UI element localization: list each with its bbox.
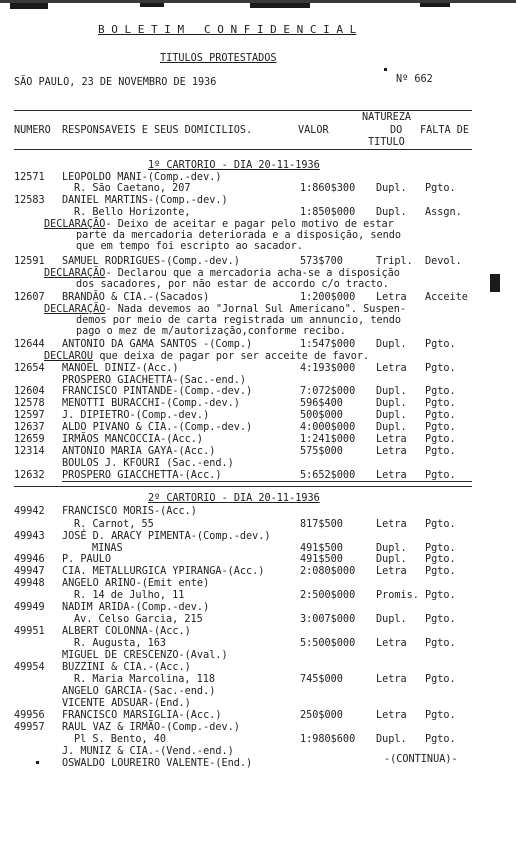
- responsible-party: BRANDÃO & CIA.-(Sacados): [62, 292, 210, 303]
- title-nature: Letra: [376, 674, 407, 685]
- scan-speck: [490, 274, 500, 292]
- responsible-party: - Declarou que a mercadoria acha-se a disposição: [105, 268, 400, 279]
- value-amount: 1:980$600: [300, 734, 356, 745]
- col-numero: NUMERO: [14, 125, 51, 136]
- value-amount: 5:652$000: [300, 470, 356, 481]
- protest-reason: Pgto.: [425, 566, 456, 577]
- title-nature: Dupl.: [376, 614, 407, 625]
- responsible-party: MANOEL DINIZ-(Acc.): [62, 363, 179, 374]
- scan-speck: [420, 3, 450, 7]
- section-heading: 2º CARTORIO - DIA 20-11-1936: [148, 493, 320, 504]
- section-heading: 1º CARTORIO - DIA 20-11-1936: [148, 160, 320, 171]
- responsible-party: Av. Celso Garcia, 215: [74, 614, 203, 625]
- title-number: 12604: [14, 386, 45, 397]
- bulletin-subtitle: TITULOS PROTESTADOS: [160, 53, 277, 64]
- responsible-party: RAUL VAZ & IRMÃO-(Comp.-dev.): [62, 722, 240, 733]
- value-amount: 745$000: [300, 674, 343, 685]
- responsible-party: Pl S. Bento, 40: [74, 734, 167, 745]
- title-nature: Dupl.: [376, 554, 407, 565]
- responsible-party: demos por meio de carta registrada um annuncio, tendo: [76, 315, 402, 326]
- responsible-party: que deixa de pagar por ser acceite de favor.: [93, 351, 370, 362]
- responsible-party: DANIEL MARTINS-(Comp.-dev.): [62, 195, 228, 206]
- declaration-label: DECLARAÇÃO: [44, 268, 106, 279]
- protest-reason: Pgto.: [425, 422, 456, 433]
- title-number: 12659: [14, 434, 45, 445]
- responsible-party: OSWALDO LOUREIRO VALENTE-(End.): [62, 758, 253, 769]
- responsible-party: MENOTTI BURACCHI-(Comp.-dev.): [62, 398, 240, 409]
- title-number: 49956: [14, 710, 45, 721]
- title-number: 12597: [14, 410, 45, 421]
- title-number: 49948: [14, 578, 45, 589]
- col-falta-de: FALTA DE: [420, 125, 470, 136]
- value-amount: 491$500: [300, 554, 343, 565]
- value-amount: 7:072$000: [300, 386, 356, 397]
- protest-reason: Pgto.: [425, 398, 456, 409]
- title-nature: Letra: [376, 434, 407, 445]
- scan-speck: [36, 761, 39, 764]
- value-amount: 596$400: [300, 398, 343, 409]
- scan-speck: [384, 68, 387, 71]
- responsible-party: R. Maria Marcolina, 118: [74, 674, 216, 685]
- title-number: 12591: [14, 256, 45, 267]
- protest-reason: Pgto.: [425, 434, 456, 445]
- protest-reason: Pgto.: [425, 386, 456, 397]
- title-number: 12578: [14, 398, 45, 409]
- responsible-party: CIA. METALLURGICA YPIRANGA-(Acc.): [62, 566, 265, 577]
- protest-reason: Pgto.: [425, 446, 456, 457]
- responsible-party: FRANCISCO MARSIGLIA-(Acc.): [62, 710, 222, 721]
- continua-marker: -(CONTINUA)-: [384, 754, 458, 765]
- title-number: 12632: [14, 470, 45, 481]
- responsible-party: FRANCISCO PINTANDE-(Comp.-dev.): [62, 386, 253, 397]
- responsible-party: PROSPERO GIACCHETTA-(Acc.): [62, 470, 222, 481]
- protest-reason: Pgto.: [425, 470, 456, 481]
- protest-reason: Pgto.: [425, 590, 456, 601]
- value-amount: 5:500$000: [300, 638, 356, 649]
- title-number: 49957: [14, 722, 45, 733]
- value-amount: 4:000$000: [300, 422, 356, 433]
- responsible-party: R. Bello Horizonte,: [74, 207, 191, 218]
- title-nature: Letra: [376, 470, 407, 481]
- responsible-party: - Deixo de aceitar e pagar pelo motivo de estar: [105, 219, 394, 230]
- header-bottom-rule: [14, 149, 472, 150]
- responsible-party: dos sacadores, por não estar de accordo c/o tracto.: [76, 279, 389, 290]
- declaration-label: DECLAROU: [44, 351, 94, 362]
- title-nature: Dupl.: [376, 386, 407, 397]
- responsible-party: SAMUEL RODRIGUES-(Comp.-dev.): [62, 256, 240, 267]
- title-nature: Letra: [376, 292, 407, 303]
- title-nature: Letra: [376, 566, 407, 577]
- responsible-party: ANTONIO MARIA GAYA-(Acc.): [62, 446, 216, 457]
- responsible-party: ALDO PIVANO & CIA.-(Comp.-dev.): [62, 422, 253, 433]
- title-nature: Tripl.: [376, 256, 413, 267]
- responsible-party: J. DIPIETRO-(Comp.-dev.): [62, 410, 210, 421]
- title-number: 12654: [14, 363, 45, 374]
- protest-reason: Pgto.: [425, 710, 456, 721]
- value-amount: 3:007$000: [300, 614, 356, 625]
- title-nature: Dupl.: [376, 398, 407, 409]
- title-number: 49943: [14, 531, 45, 542]
- protest-reason: Pgto.: [425, 410, 456, 421]
- responsible-party: R. 14 de Julho, 11: [74, 590, 185, 601]
- protest-reason: Devol.: [425, 256, 462, 267]
- title-number: 49954: [14, 662, 45, 673]
- value-amount: 250$000: [300, 710, 343, 721]
- value-amount: 1:241$000: [300, 434, 356, 445]
- responsible-party: que em tempo foi escripto ao sacador.: [76, 241, 303, 252]
- scan-speck: [140, 3, 164, 7]
- responsible-party: FRANCISCO MORIS-(Acc.): [62, 506, 197, 517]
- title-nature: Promis.: [376, 590, 419, 601]
- col-natureza-l2: DO: [390, 125, 403, 136]
- scan-speck: [250, 3, 310, 8]
- value-amount: 573$700: [300, 256, 343, 267]
- value-amount: 1:860$300: [300, 183, 356, 194]
- title-nature: Dupl.: [376, 734, 407, 745]
- value-amount: 817$500: [300, 519, 343, 530]
- value-amount: 575$000: [300, 446, 343, 457]
- responsible-party: ALBERT COLONNA-(Acc.): [62, 626, 191, 637]
- responsible-party: PROSPERO GIACHETTA-(Sac.-end.): [62, 375, 247, 386]
- protest-reason: Pgto.: [425, 674, 456, 685]
- protest-reason: Acceite: [425, 292, 468, 303]
- responsible-party: ANTONIO DA GAMA SANTOS -(Comp.): [62, 339, 253, 350]
- title-nature: Letra: [376, 519, 407, 530]
- title-nature: Letra: [376, 446, 407, 457]
- value-amount: 4:193$000: [300, 363, 356, 374]
- place-date: SÃO PAULO, 23 DE NOVEMBRO DE 1936: [14, 77, 217, 88]
- value-amount: 2:500$000: [300, 590, 356, 601]
- value-amount: 500$000: [300, 410, 343, 421]
- col-responsaveis: RESPONSAVEIS E SEUS DOMICILIOS.: [62, 125, 253, 136]
- title-number: 49949: [14, 602, 45, 613]
- responsible-party: BUZZINI & CIA.-(Acc.): [62, 662, 191, 673]
- header-top-rule: [14, 110, 472, 111]
- title-nature: Dupl.: [376, 410, 407, 421]
- responsible-party: ANGELO ARINO-(Emit ente): [62, 578, 210, 589]
- responsible-party: JOSÉ D. ARACY PIMENTA-(Comp.-dev.): [62, 531, 271, 542]
- title-number: 12571: [14, 172, 45, 183]
- value-amount: 1:200$000: [300, 292, 356, 303]
- responsible-party: IRMÃOS MANCOCCIA-(Acc.): [62, 434, 204, 445]
- responsible-party: NADIM ARIDA-(Comp.-dev.): [62, 602, 210, 613]
- title-nature: Dupl.: [376, 543, 407, 554]
- declaration-label: DECLARAÇÃO: [44, 219, 106, 230]
- responsible-party: VICENTE ADSUAR-(End.): [62, 698, 191, 709]
- title-number: 12644: [14, 339, 45, 350]
- value-amount: 1:850$000: [300, 207, 356, 218]
- responsible-party: ANGELO GARCIA-(Sac.-end.): [62, 686, 216, 697]
- title-number: 49947: [14, 566, 45, 577]
- protest-reason: Assgn.: [425, 207, 462, 218]
- col-valor: VALOR: [298, 125, 329, 136]
- col-natureza-l3: TITULO: [368, 137, 405, 148]
- title-number: 49942: [14, 506, 45, 517]
- protest-reason: Pgto.: [425, 554, 456, 565]
- protest-reason: Pgto.: [425, 734, 456, 745]
- row-underline: [62, 481, 472, 482]
- protest-reason: Pgto.: [425, 543, 456, 554]
- responsible-party: LEOPOLDO MANI-(Comp.-dev.): [62, 172, 222, 183]
- responsible-party: MINAS: [92, 543, 123, 554]
- protest-reason: Pgto.: [425, 638, 456, 649]
- title-nature: Dupl.: [376, 422, 407, 433]
- title-number: 49946: [14, 554, 45, 565]
- title-number: 12607: [14, 292, 45, 303]
- bulletin-title: B O L E T I M C O N F I D E N C I A L: [98, 23, 357, 36]
- protest-reason: Pgto.: [425, 614, 456, 625]
- title-number: 49951: [14, 626, 45, 637]
- protest-reason: Pgto.: [425, 363, 456, 374]
- title-nature: Letra: [376, 710, 407, 721]
- title-nature: Dupl.: [376, 207, 407, 218]
- title-nature: Dupl.: [376, 183, 407, 194]
- protest-reason: Pgto.: [425, 519, 456, 530]
- responsible-party: J. MUNIZ & CIA.-(Vend.-end.): [62, 746, 234, 757]
- title-nature: Dupl.: [376, 339, 407, 350]
- responsible-party: R. São Caetano, 207: [74, 183, 191, 194]
- responsible-party: R. Augusta, 163: [74, 638, 167, 649]
- title-nature: Letra: [376, 638, 407, 649]
- section-divider: [14, 486, 472, 487]
- responsible-party: parte da mercadoria deteriorada e a disposição, sendo: [76, 230, 402, 241]
- title-number: 12314: [14, 446, 45, 457]
- responsible-party: MIGUEL DE CRESCENZO-(Aval.): [62, 650, 228, 661]
- responsible-party: R. Carnot, 55: [74, 519, 154, 530]
- title-number: 12583: [14, 195, 45, 206]
- value-amount: 491$500: [300, 543, 343, 554]
- title-nature: Letra: [376, 363, 407, 374]
- responsible-party: BOULOS J. KFOURI (Sac.-end.): [62, 458, 234, 469]
- protest-reason: Pgto.: [425, 183, 456, 194]
- issue-number: Nº 662: [396, 74, 433, 85]
- protest-reason: Pgto.: [425, 339, 456, 350]
- responsible-party: P. PAULO: [62, 554, 112, 565]
- responsible-party: - Nada devemos ao "Jornal Sul Americano". Suspen-: [105, 304, 407, 315]
- value-amount: 2:080$000: [300, 566, 356, 577]
- scan-speck: [10, 3, 48, 9]
- declaration-label: DECLARAÇÃO: [44, 304, 106, 315]
- value-amount: 1:547$000: [300, 339, 356, 350]
- col-natureza-l1: NATUREZA: [362, 112, 412, 123]
- responsible-party: pago o mez de m/autorização,conforme recibo.: [76, 326, 346, 337]
- title-number: 12637: [14, 422, 45, 433]
